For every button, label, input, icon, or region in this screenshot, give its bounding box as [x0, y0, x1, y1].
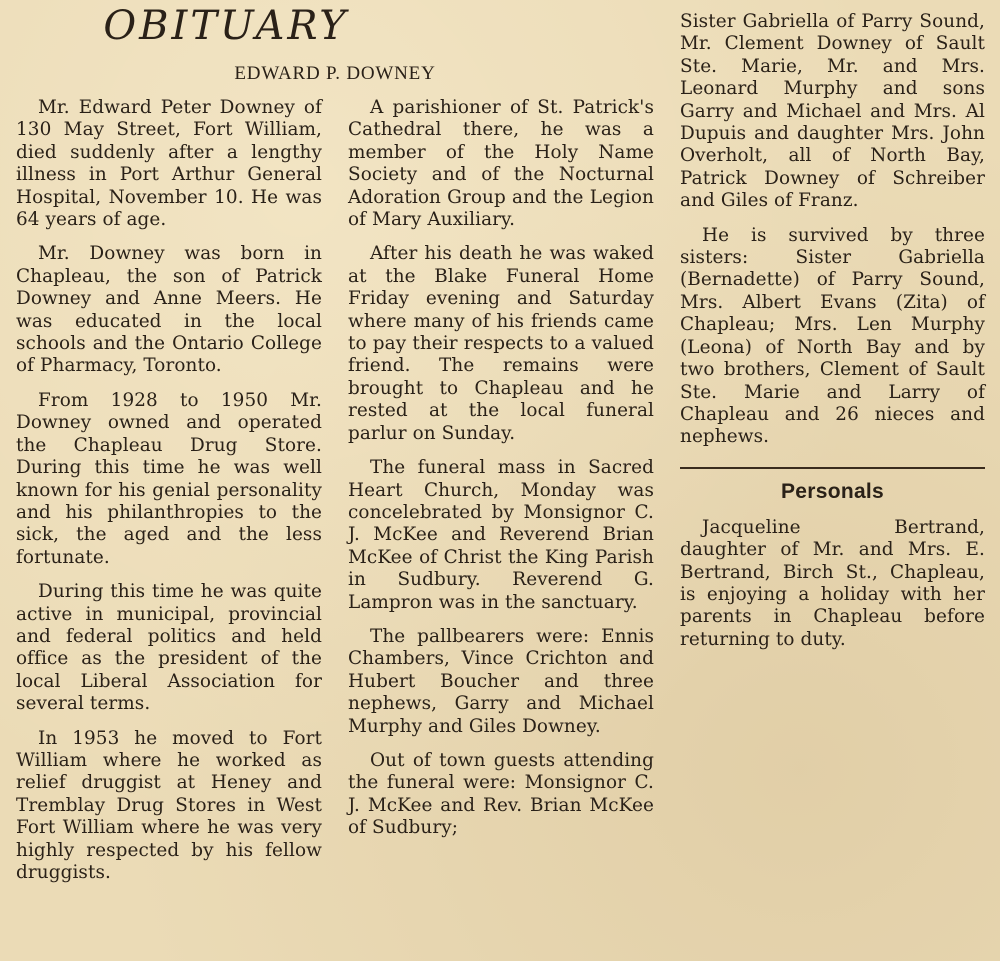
- col2-paragraph: After his death he was waked at the Blake Funeral Home Friday evening and Saturday where many of his friends came to pay their respects to a valued friend. The remains were brought to Chapleau and he rested at the local funeral parlur on Sunday.: [348, 243, 654, 444]
- col1-paragraph: During this time he was quite active in municipal, provincial and federal politics and held office as the president of the local Liberal Association for several terms.: [16, 581, 322, 715]
- personals-paragraph: Jacqueline Bertrand, daughter of Mr. and Mrs. E. Bertrand, Birch St., Chapleau, is enjoying a holiday with her parents in Chapleau before returning to duty.: [680, 516, 985, 650]
- col1-paragraph: Mr. Edward Peter Downey of 130 May Street, Fort William, died suddenly after a lengthy illness in Port Arthur General Hospital, November 10. He was 64 years of age.: [16, 97, 322, 231]
- col1-paragraph: From 1928 to 1950 Mr. Downey owned and operated the Chapleau Drug Store. During this time he was well known for his genial personality and his philanthropies to the sick, the aged and the less fortunate.: [16, 389, 322, 568]
- col2-paragraph: The funeral mass in Sacred Heart Church, Monday was concelebrated by Monsignor C. J. McKee and Reverend Brian McKee of Christ the King Parish in Sudbury. Reverend G. Lampron was in the sanctuary.: [348, 457, 654, 613]
- column-2: [348, 97, 654, 852]
- section-divider: [680, 467, 985, 469]
- col1-paragraph: In 1953 he moved to Fort William where he worked as relief druggist at Heney and Tremblay Drug Stores in West Fort William where he was very highly respected by his fellow druggists.: [16, 727, 322, 883]
- col3-paragraph: Sister Gabriella of Parry Sound, Mr. Clement Downey of Sault Ste. Marie, Mr. and Mrs. Leonard Murphy and sons Garry and Michael and Mrs. Al Dupuis and daughter Mrs. John Overholt, all of North Bay, Patrick Downey of Schreiber and Giles of Franz.: [680, 11, 985, 212]
- col1-paragraph: Mr. Downey was born in Chapleau, the son of Patrick Downey and Anne Meers. He was educated in the local schools and the Ontario College of Pharmacy, Toronto.: [16, 243, 322, 377]
- column-3: [680, 11, 985, 663]
- col2-paragraph: A parishioner of St. Patrick's Cathedral there, he was a member of the Holy Name Society and of the Nocturnal Adoration Group and the Legion of Mary Auxiliary.: [348, 97, 654, 231]
- col3-paragraph: He is survived by three sisters: Sister Gabriella (Bernadette) of Parry Sound, Mrs. Albert Evans (Zita) of Chapleau; Mrs. Len Murphy (Leona) of North Bay and by two brothers, Clement of Sault Ste. Marie and Larry of Chapleau and 26 nieces and nephews.: [680, 224, 985, 448]
- col2-paragraph: The pallbearers were: Ennis Chambers, Vince Crichton and Hubert Boucher and three nephews, Garry and Michael Murphy and Giles Downey.: [348, 625, 654, 737]
- column-1: [16, 97, 322, 896]
- obituary-heading: OBITUARY: [103, 3, 349, 49]
- personals-heading: Personals: [780, 479, 885, 503]
- deceased-name: EDWARD P. DOWNEY: [234, 63, 436, 84]
- col2-paragraph: Out of town guests attending the funeral were: Monsignor C. J. McKee and Rev. Brian McKee of Sudbury;: [348, 749, 654, 839]
